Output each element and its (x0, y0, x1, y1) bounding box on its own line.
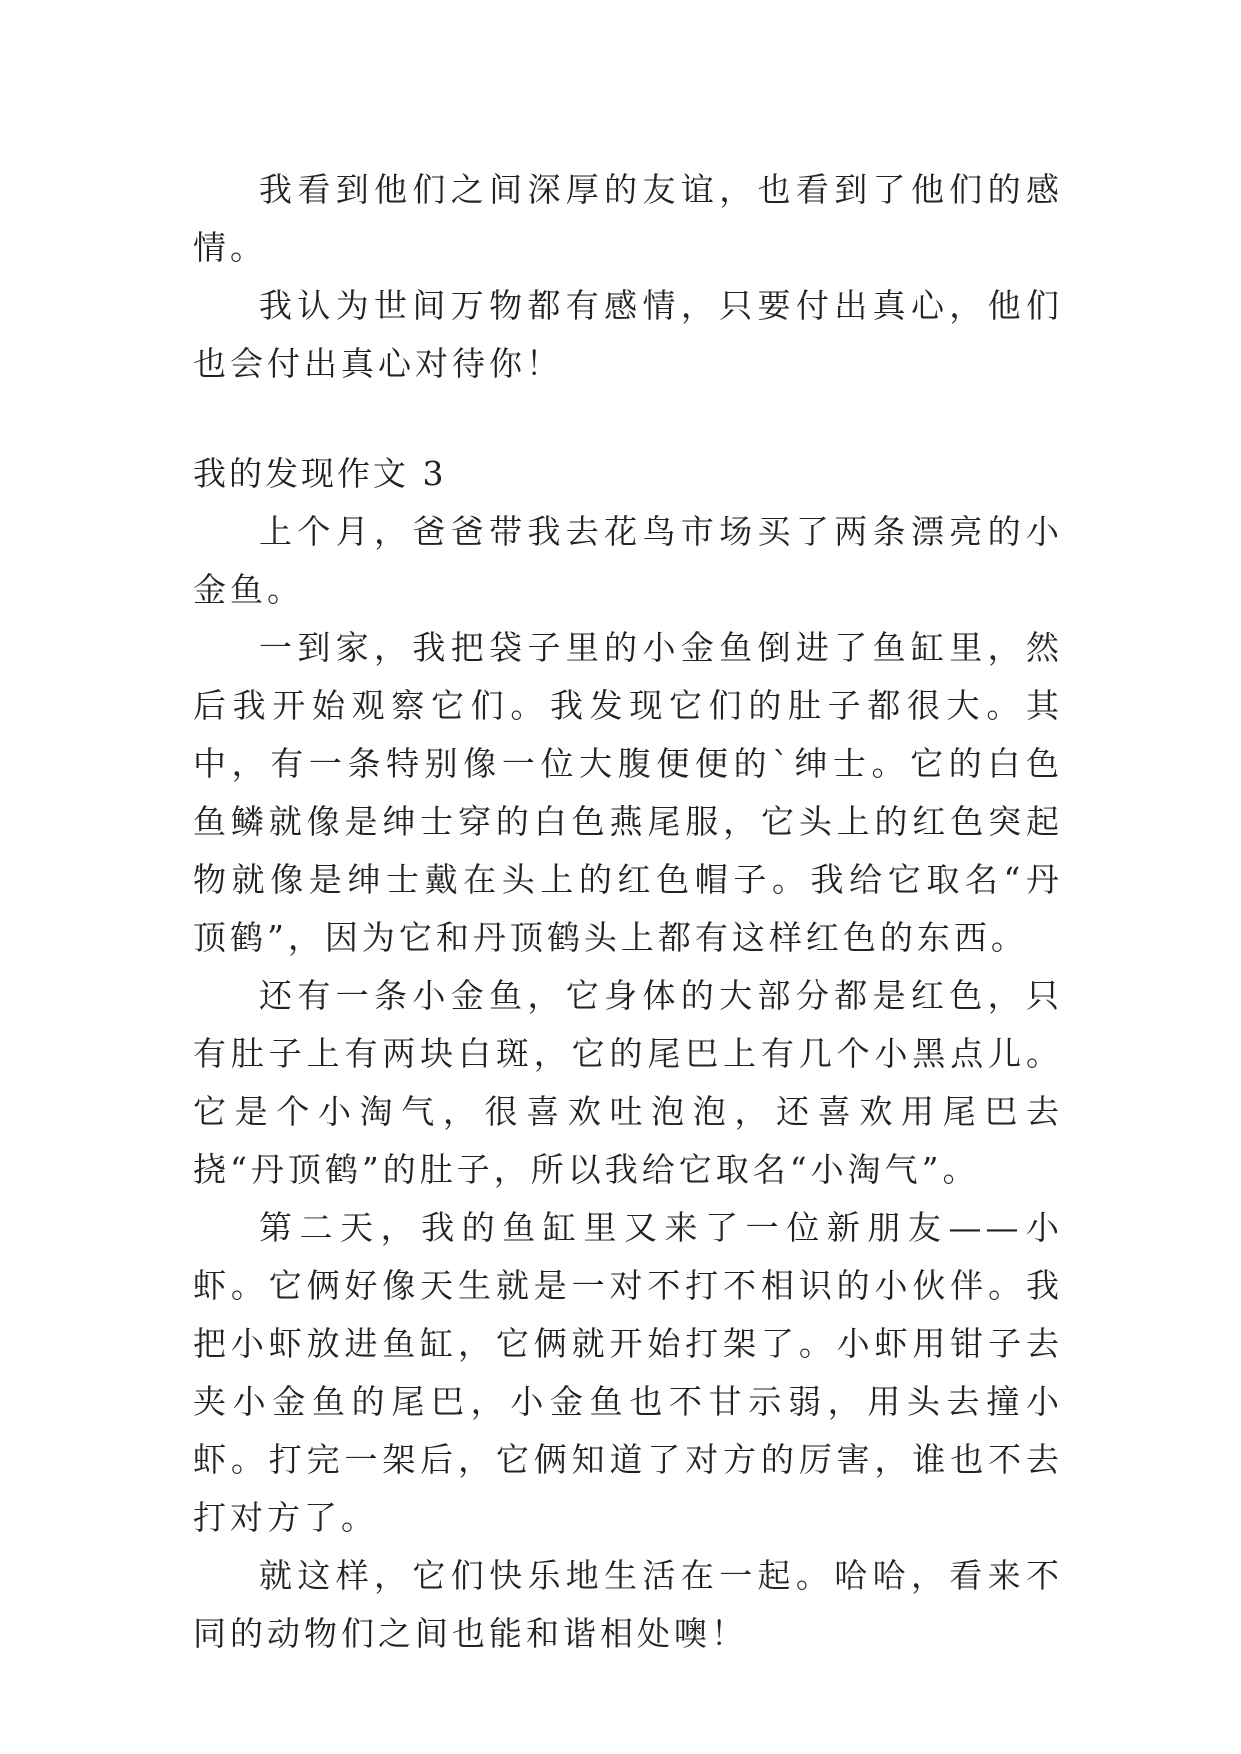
paragraph-shrimp: 第二天，我的鱼缸里又来了一位新朋友——小虾。它俩好像天生就是一对不打不相识的小伙伴。我把小虾放进鱼缸，它俩就开始打架了。小虾用钳子去夹小金鱼的尾巴，小金鱼也不甘示弱，用头去撞小虾。打完一架后，它俩知道了对方的厉害，谁也不去打对方了。 (193, 1208, 1063, 1537)
document-body (193, 161, 1063, 1663)
section-title: 我的发现作文 3 (193, 454, 447, 493)
paragraph-little-naughty: 还有一条小金鱼，它身体的大部分都是红色，只有肚子上有两块白斑，它的尾巴上有几个小黑点儿。它是个小淘气，很喜欢吐泡泡，还喜欢用尾巴去挠“丹顶鹤”的肚子，所以我给它取名“小淘气”。 (193, 976, 1063, 1189)
paragraph-red-crown-crane: 一到家，我把袋子里的小金鱼倒进了鱼缸里，然后我开始观察它们。我发现它们的肚子都很大。其中，有一条特别像一位大腹便便的`绅士。它的白色鱼鳞就像是绅士穿的白色燕尾服，它头上的红色突起物就像是绅士戴在头上的红色帽子。我给它取名“丹顶鹤”，因为它和丹顶鹤头上都有这样红色的东西。 (193, 628, 1063, 957)
paragraph-sincerity: 我认为世间万物都有感情，只要付出真心，他们也会付出真心对待你！ (193, 286, 1063, 383)
paragraph-friendship: 我看到他们之间深厚的友谊，也看到了他们的感情。 (193, 170, 1063, 267)
paragraph-goldfish-purchase: 上个月，爸爸带我去花鸟市场买了两条漂亮的小金鱼。 (193, 512, 1063, 609)
paragraph-conclusion: 就这样，它们快乐地生活在一起。哈哈，看来不同的动物们之间也能和谐相处噢！ (193, 1556, 1063, 1653)
